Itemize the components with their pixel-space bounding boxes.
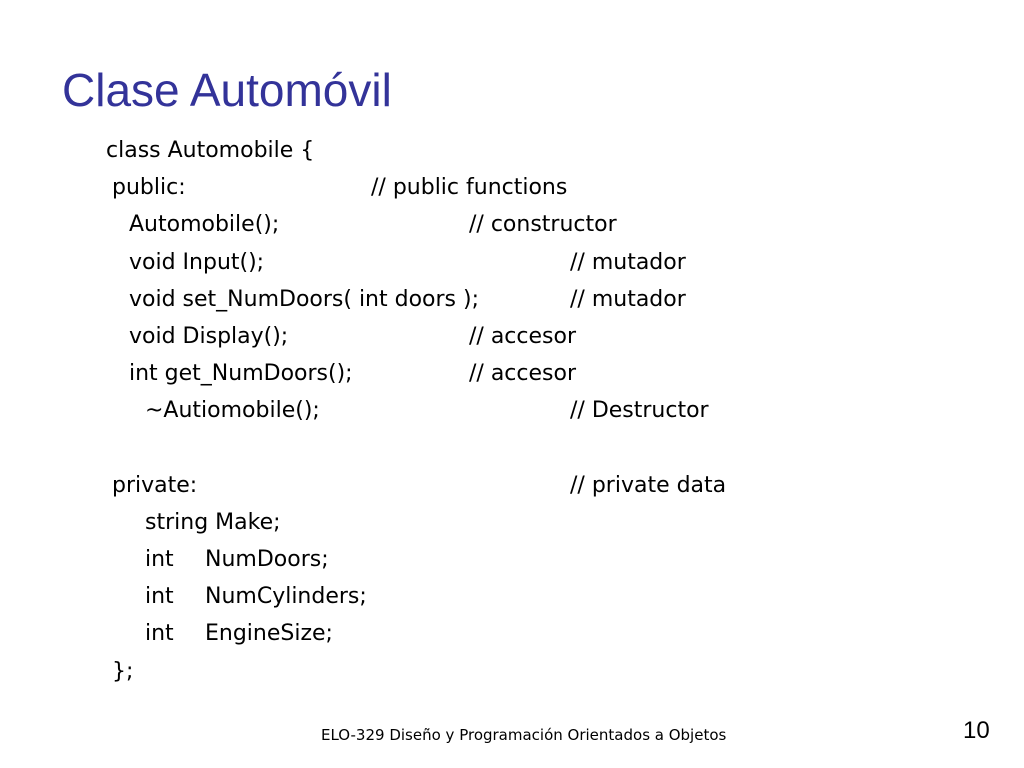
code-comment: // accesor (469, 361, 576, 386)
code-text: Automobile(); (129, 212, 280, 237)
code-keyword: int (145, 547, 174, 572)
code-line-public (0, 173, 1024, 210)
code-line-make (0, 508, 1024, 545)
code-text: EngineSize; (205, 621, 333, 646)
code-comment: // constructor (469, 212, 617, 237)
code-line-class-decl (0, 136, 1024, 173)
code-text: void set_NumDoors( int doors ); (129, 287, 480, 312)
code-line-private (0, 471, 1024, 508)
footer-course-name: ELO-329 Diseño y Programación Orientados a Objetos (321, 726, 727, 744)
code-text: private: (112, 473, 198, 498)
code-line-set-num-doors (0, 285, 1024, 322)
code-text: int get_NumDoors(); (129, 361, 353, 386)
code-comment: // accesor (469, 324, 576, 349)
code-comment: // mutador (570, 250, 686, 275)
code-line-class-end (0, 657, 1024, 694)
code-keyword: int (145, 621, 174, 646)
code-comment: // private data (570, 473, 727, 498)
code-line-display (0, 322, 1024, 359)
code-text: string Make; (145, 510, 281, 535)
code-line-destructor (0, 396, 1024, 433)
code-comment: // mutador (570, 287, 686, 312)
code-text: public: (112, 175, 186, 200)
code-text: }; (112, 659, 134, 684)
code-line-constructor (0, 210, 1024, 247)
slide-title: Clase Automóvil (62, 64, 392, 116)
code-text: void Display(); (129, 324, 289, 349)
code-comment: // Destructor (570, 398, 709, 423)
code-text: void Input(); (129, 250, 265, 275)
code-text: NumCylinders; (205, 584, 367, 609)
code-line-get-num-doors (0, 359, 1024, 396)
code-line-num-cylinders (0, 582, 1024, 619)
code-text: class Automobile { (106, 138, 315, 163)
page-number: 10 (963, 717, 990, 744)
code-keyword: int (145, 584, 174, 609)
code-line-input (0, 248, 1024, 285)
code-line-num-doors (0, 545, 1024, 582)
code-text: ~Autiomobile(); (145, 398, 320, 423)
code-line-engine-size (0, 619, 1024, 656)
code-comment: // public functions (371, 175, 568, 200)
code-text: NumDoors; (205, 547, 329, 572)
